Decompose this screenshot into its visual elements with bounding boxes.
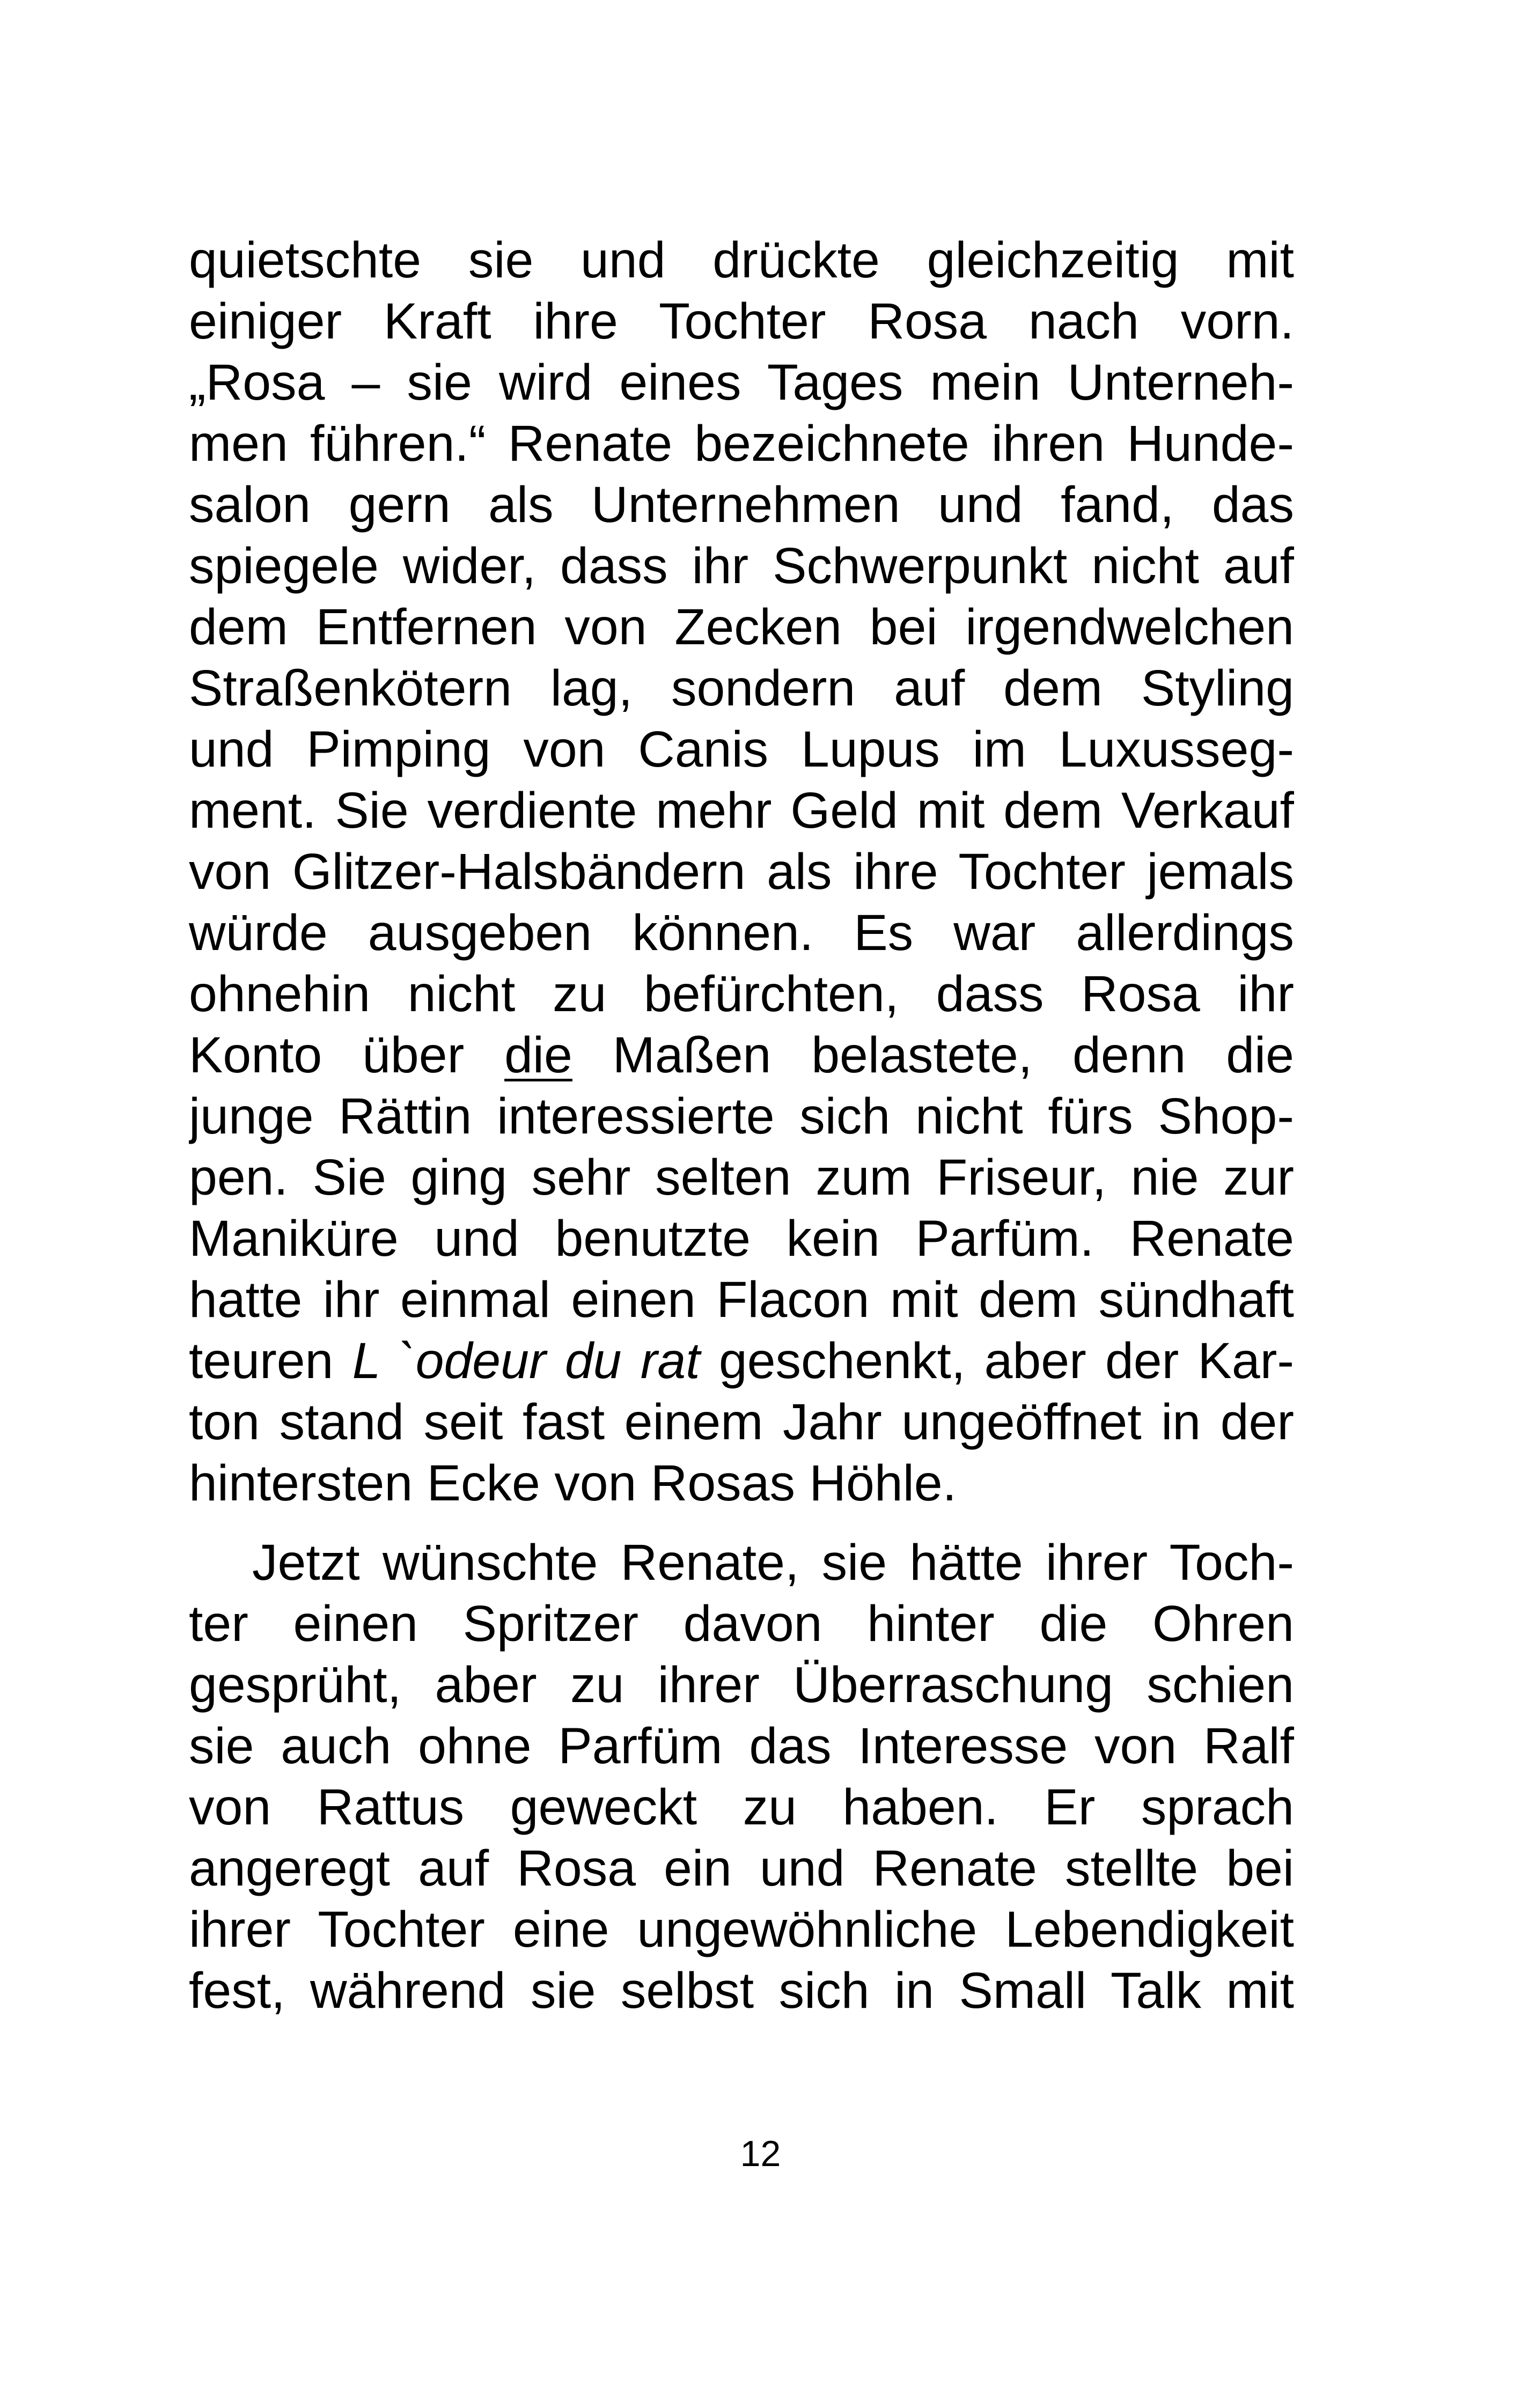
text-segment: teuren (189, 1332, 334, 1389)
text-segment: Konto über (189, 1027, 465, 1084)
text-line: spiegele wider, dass ihr Schwerpunkt nicht auf (189, 537, 1294, 594)
text-line: Straßenkötern lag, sondern auf dem Styling (189, 660, 1294, 717)
text-line: gesprüht, aber zu ihrer Überraschung schien (189, 1656, 1294, 1713)
text-line: von Glitzer-Halsbändern als ihre Tochter jemals (189, 843, 1294, 900)
text-line: ton stand seit fast einem Jahr ungeöffnet in der (189, 1394, 1294, 1450)
text-line: einiger Kraft ihre Tochter Rosa nach vorn. (189, 293, 1294, 350)
text-line: quietschte sie und drückte gleichzeitig mit (189, 232, 1294, 289)
text-line: angeregt auf Rosa ein und Renate stellte bei (189, 1840, 1294, 1897)
paragraph-gap (189, 1514, 1294, 1532)
text-line: hatte ihr einmal einen Flacon mit dem sündhaft (189, 1271, 1294, 1328)
text-line: Jetzt wünschte Renate, sie hätte ihrer Toch- (252, 1534, 1294, 1591)
text-line: junge Rättin interessierte sich nicht fürs Shop- (189, 1088, 1294, 1145)
text-line: men führen.“ Renate bezeichnete ihren Hunde- (189, 415, 1294, 472)
text-line (189, 1330, 1294, 1391)
text-line: salon gern als Unternehmen und fand, das (189, 476, 1294, 533)
text-line: würde ausgeben können. Es war allerdings (189, 904, 1294, 961)
text-line: sie auch ohne Parfüm das Interesse von Ralf (189, 1718, 1294, 1774)
italic-title: L `odeur du rat (352, 1332, 700, 1389)
text-line: pen. Sie ging sehr selten zum Friseur, nie zur (189, 1149, 1294, 1206)
text-line (189, 1025, 1294, 1086)
text-line: ihrer Tochter eine ungewöhnliche Lebendigkeit (189, 1901, 1294, 1958)
text-line: hintersten Ecke von Rosas Höhle. (189, 1455, 957, 1512)
text-line: ter einen Spritzer davon hinter die Ohren (189, 1595, 1294, 1652)
text-line: ment. Sie verdiente mehr Geld mit dem Verkauf (189, 782, 1294, 839)
text-line: Maniküre und benutzte kein Parfüm. Renate (189, 1210, 1294, 1267)
text-segment: geschenkt, aber der Kar- (718, 1332, 1294, 1389)
page-number: 12 (740, 2133, 781, 2174)
text-line: „Rosa – sie wird eines Tages mein Unterneh- (189, 354, 1294, 411)
text-line: und Pimping von Canis Lupus im Luxusseg- (189, 721, 1294, 778)
paragraph-1 (189, 230, 1294, 1514)
paragraph-2 (189, 1532, 1294, 2021)
body-text (189, 230, 1294, 2021)
text-line: dem Entfernen von Zecken bei irgendwelchen (189, 599, 1294, 656)
underlined-word: die (504, 1027, 572, 1084)
text-line: ohnehin nicht zu befürchten, dass Rosa ihr (189, 966, 1294, 1022)
text-line: von Rattus geweckt zu haben. Er sprach (189, 1779, 1294, 1836)
text-line: fest, während sie selbst sich in Small Talk mit (189, 1962, 1294, 2019)
text-segment: Maßen belastete, denn die (612, 1027, 1294, 1084)
